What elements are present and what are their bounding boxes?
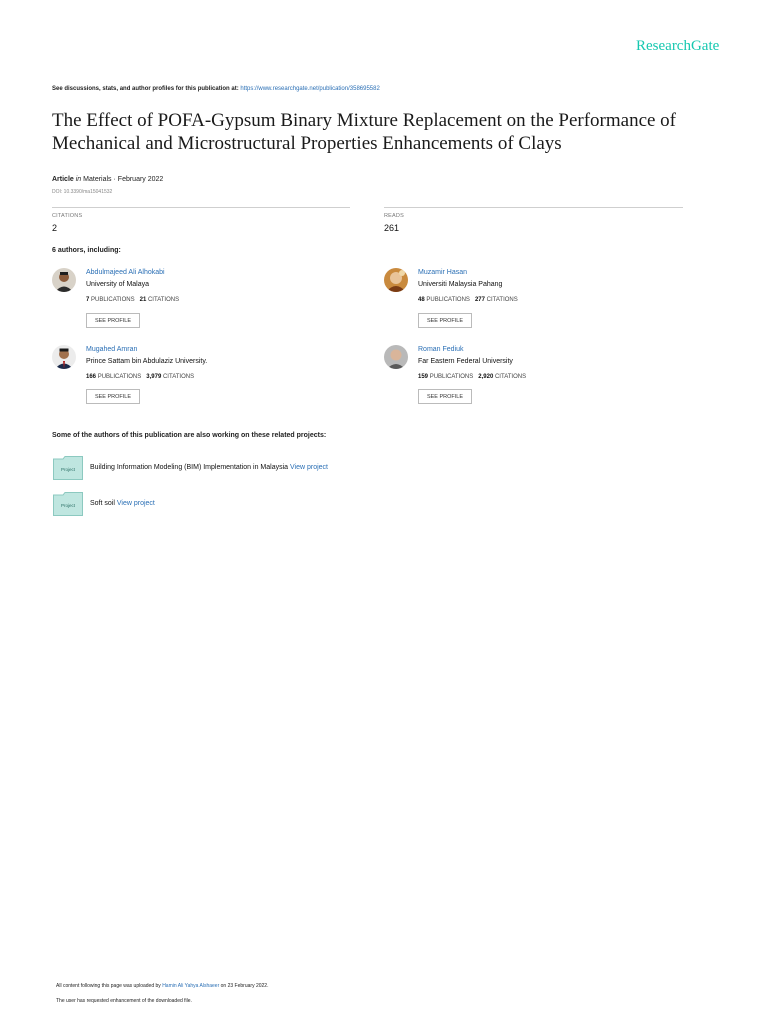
citations-value: 2 bbox=[52, 223, 58, 233]
avatar[interactable] bbox=[384, 268, 408, 292]
publications-label: PUBLICATIONS bbox=[429, 374, 474, 380]
citations-count: 2,920 bbox=[478, 374, 494, 380]
reads-label: READS bbox=[384, 213, 404, 219]
project-name: Soft soil bbox=[90, 500, 115, 507]
author-stats bbox=[86, 297, 179, 303]
projects-heading: Some of the authors of this publication are also working on these related projects: bbox=[52, 432, 327, 439]
researchgate-logo[interactable]: ResearchGate bbox=[636, 38, 720, 54]
upload-note bbox=[56, 983, 268, 989]
avatar[interactable] bbox=[52, 345, 76, 369]
avatar[interactable] bbox=[52, 268, 76, 292]
author-name[interactable]: Abdulmajeed Ali Alhokabi bbox=[86, 269, 165, 276]
paper-title: The Effect of POFA-Gypsum Binary Mixture Replacement on the Performance of Mechanical and Microstructural Properties Enhancements of Clays bbox=[52, 110, 677, 154]
project-item bbox=[90, 464, 328, 471]
see-profile-button[interactable]: SEE PROFILE bbox=[86, 313, 140, 328]
request-note: The user has requested enhancement of the downloaded file. bbox=[56, 998, 192, 1004]
see-discussions-text: See discussions, stats, and author profiles for this publication at: bbox=[52, 86, 241, 92]
citations-label: CITATIONS bbox=[486, 297, 518, 303]
project-item bbox=[90, 500, 155, 507]
uploader-link[interactable]: Hamin Ali Yahya Alshaeer bbox=[162, 983, 220, 989]
citations-label: CITATIONS bbox=[494, 374, 527, 380]
see-profile-button[interactable]: SEE PROFILE bbox=[418, 389, 472, 404]
upload-suffix: on 23 February 2022. bbox=[219, 983, 269, 989]
article-type: Article bbox=[52, 176, 74, 183]
divider-citations bbox=[52, 207, 350, 208]
citations-count: 21 bbox=[139, 297, 147, 303]
publications-count: 159 bbox=[418, 374, 429, 380]
publications-count: 48 bbox=[418, 297, 425, 303]
author-stats bbox=[418, 297, 518, 303]
author-institution: Far Eastern Federal University bbox=[418, 358, 513, 365]
see-discussions-line bbox=[52, 86, 380, 92]
author-institution: Prince Sattam bin Abdulaziz University. bbox=[86, 358, 208, 365]
in-word: in bbox=[75, 176, 82, 183]
publications-label: PUBLICATIONS bbox=[426, 297, 470, 303]
doi[interactable]: DOI: 10.3390/ma15041532 bbox=[52, 189, 113, 195]
see-profile-button[interactable]: SEE PROFILE bbox=[86, 389, 140, 404]
project-folder-label: Project bbox=[60, 467, 75, 472]
author-name[interactable]: Roman Fediuk bbox=[418, 346, 464, 353]
journal-name[interactable]: Materials bbox=[83, 176, 112, 183]
avatar[interactable] bbox=[384, 345, 408, 369]
citations-count: 277 bbox=[474, 297, 485, 303]
author-name[interactable]: Mugahed Amran bbox=[86, 346, 138, 353]
publications-label: PUBLICATIONS bbox=[97, 374, 142, 380]
publication-link[interactable]: https://www.researchgate.net/publication/358695582 bbox=[240, 86, 380, 92]
project-folder-icon bbox=[53, 456, 83, 480]
view-project-link[interactable]: View project bbox=[290, 464, 329, 471]
divider-reads bbox=[384, 207, 683, 208]
publications-count: 166 bbox=[86, 374, 97, 380]
author-institution: University of Malaya bbox=[86, 281, 150, 288]
project-folder-label: Project bbox=[60, 503, 75, 508]
citations-label: CITATIONS bbox=[162, 374, 195, 380]
publications-count: 7 bbox=[86, 297, 90, 303]
publish-date: · February 2022 bbox=[113, 176, 164, 183]
project-folder-icon bbox=[53, 492, 83, 516]
view-project-link[interactable]: View project bbox=[116, 500, 155, 507]
publications-label: PUBLICATIONS bbox=[91, 297, 135, 303]
project-name: Building Information Modeling (BIM) Implementation in Malaysia bbox=[90, 464, 289, 471]
author-stats bbox=[418, 374, 526, 380]
authors-heading: 6 authors, including: bbox=[52, 247, 121, 254]
author-institution: Universiti Malaysia Pahang bbox=[418, 281, 503, 288]
see-profile-button[interactable]: SEE PROFILE bbox=[418, 313, 472, 328]
citations-count: 3,979 bbox=[146, 374, 162, 380]
article-meta bbox=[52, 176, 163, 183]
citations-label: CITATIONS bbox=[147, 297, 180, 303]
reads-value: 261 bbox=[384, 223, 400, 233]
author-name[interactable]: Muzamir Hasan bbox=[418, 269, 468, 276]
author-stats bbox=[86, 374, 194, 380]
citations-label: CITATIONS bbox=[52, 213, 83, 219]
upload-prefix: All content following this page was uploaded by bbox=[56, 983, 163, 989]
